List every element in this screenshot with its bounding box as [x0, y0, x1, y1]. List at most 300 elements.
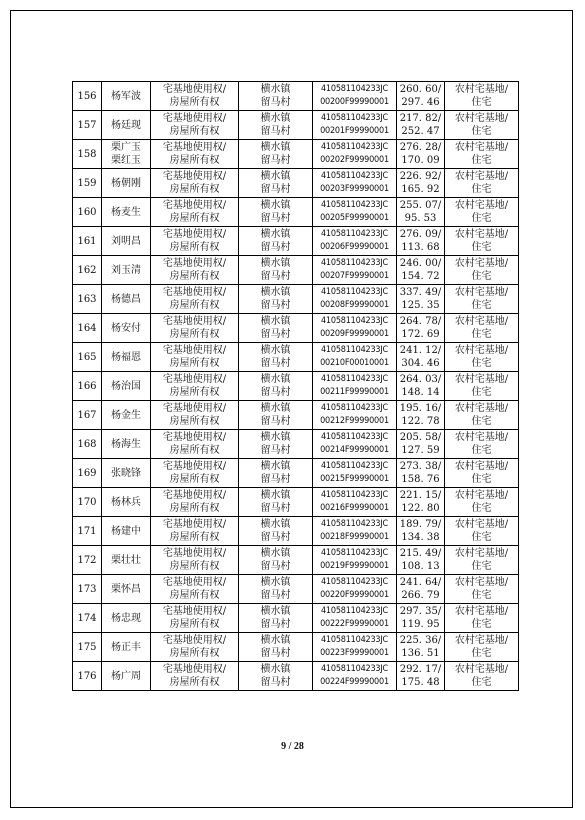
land-use-line: 农村宅基地/	[454, 229, 509, 240]
land-use-cell	[445, 372, 519, 401]
location-cell	[239, 546, 313, 575]
right-type-cell	[151, 169, 239, 198]
row-number-cell: 173	[73, 575, 102, 604]
land-use-line: 农村宅基地/	[454, 171, 509, 182]
location-cell	[239, 314, 313, 343]
location-line: 留马村	[260, 97, 291, 108]
area-line: 276. 09/	[399, 229, 442, 240]
owner-name-line: 栗红玉	[111, 155, 141, 166]
land-use-cell	[445, 517, 519, 546]
area-cell	[397, 256, 445, 285]
area-cell	[397, 488, 445, 517]
right-type-line: 宅基地使用权/	[162, 519, 227, 530]
right-type-cell	[151, 140, 239, 169]
location-line: 横水镇	[260, 142, 291, 153]
right-type-line: 房屋所有权	[169, 648, 220, 659]
owner-name-cell: 杨建中	[102, 517, 151, 546]
unit-code-cell	[313, 198, 397, 227]
unit-code-line: 410581104233JC	[320, 287, 389, 297]
land-use-line: 农村宅基地/	[454, 635, 509, 646]
table-row	[73, 314, 519, 343]
land-use-cell	[445, 169, 519, 198]
area-line: 175. 48	[401, 677, 440, 688]
land-use-line: 农村宅基地/	[454, 519, 509, 530]
table-row	[73, 575, 519, 604]
row-number-cell: 172	[73, 546, 102, 575]
right-type-line: 宅基地使用权/	[162, 258, 227, 269]
area-line: 108. 13	[401, 561, 440, 572]
right-type-cell	[151, 430, 239, 459]
unit-code-cell	[313, 82, 397, 111]
owner-name-cell: 栗壮壮	[102, 546, 151, 575]
right-type-line: 宅基地使用权/	[162, 84, 227, 95]
area-line: 226. 92/	[399, 171, 442, 182]
land-use-line: 农村宅基地/	[454, 142, 509, 153]
right-type-line: 房屋所有权	[169, 619, 220, 630]
area-line: 337. 49/	[399, 287, 442, 298]
location-line: 留马村	[260, 416, 291, 427]
owner-name-cell: 刘玉清	[102, 256, 151, 285]
right-type-cell	[151, 662, 239, 691]
area-line: 127. 59	[401, 445, 440, 456]
right-type-line: 房屋所有权	[169, 503, 220, 514]
location-line: 留马村	[260, 242, 291, 253]
location-line: 横水镇	[260, 664, 291, 675]
land-use-cell	[445, 111, 519, 140]
unit-code-cell	[313, 314, 397, 343]
area-cell	[397, 662, 445, 691]
unit-code-line: 00200F99990001	[320, 97, 389, 107]
table-row	[73, 285, 519, 314]
location-cell	[239, 343, 313, 372]
land-use-cell	[445, 633, 519, 662]
unit-code-cell	[313, 633, 397, 662]
land-use-line: 住宅	[471, 329, 492, 340]
table-row	[73, 227, 519, 256]
land-use-cell	[445, 285, 519, 314]
table-row	[73, 604, 519, 633]
unit-code-line: 410581104233JC	[320, 316, 389, 326]
right-type-line: 宅基地使用权/	[162, 432, 227, 443]
area-cell	[397, 459, 445, 488]
row-number-cell: 176	[73, 662, 102, 691]
land-use-line: 住宅	[471, 300, 492, 311]
right-type-line: 房屋所有权	[169, 532, 220, 543]
area-cell	[397, 227, 445, 256]
location-line: 横水镇	[260, 84, 291, 95]
location-line: 横水镇	[260, 287, 291, 298]
owner-name-cell: 杨朝刚	[102, 169, 151, 198]
unit-code-line: 410581104233JC	[320, 519, 389, 529]
land-use-line: 住宅	[471, 416, 492, 427]
owner-name-cell: 杨福恩	[102, 343, 151, 372]
owner-name-cell: 杨金生	[102, 401, 151, 430]
unit-code-line: 00205F99990001	[320, 213, 389, 223]
right-type-line: 房屋所有权	[169, 416, 220, 427]
location-cell	[239, 227, 313, 256]
unit-code-line: 410581104233JC	[320, 635, 389, 645]
land-use-line: 农村宅基地/	[454, 345, 509, 356]
land-use-line: 住宅	[471, 126, 492, 137]
area-line: 255. 07/	[399, 200, 442, 211]
area-line: 225. 36/	[399, 635, 442, 646]
land-use-line: 住宅	[471, 561, 492, 572]
unit-code-cell	[313, 285, 397, 314]
location-cell	[239, 285, 313, 314]
row-number-cell: 165	[73, 343, 102, 372]
right-type-cell	[151, 604, 239, 633]
area-line: 95. 53	[404, 213, 437, 224]
location-line: 横水镇	[260, 113, 291, 124]
unit-code-line: 410581104233JC	[320, 142, 389, 152]
location-line: 留马村	[260, 619, 291, 630]
unit-code-cell	[313, 111, 397, 140]
row-number-cell: 159	[73, 169, 102, 198]
unit-code-cell	[313, 140, 397, 169]
right-type-cell	[151, 633, 239, 662]
location-line: 留马村	[260, 503, 291, 514]
table-row	[73, 169, 519, 198]
unit-code-line: 410581104233JC	[320, 113, 389, 123]
location-cell	[239, 372, 313, 401]
table-row	[73, 401, 519, 430]
unit-code-line: 410581104233JC	[320, 432, 389, 442]
area-line: 215. 49/	[399, 548, 442, 559]
location-line: 留马村	[260, 271, 291, 282]
unit-code-line: 00220F99990001	[320, 590, 389, 600]
location-cell	[239, 430, 313, 459]
right-type-line: 房屋所有权	[169, 97, 220, 108]
owner-name-cell: 杨廷现	[102, 111, 151, 140]
row-number-cell: 164	[73, 314, 102, 343]
location-cell	[239, 488, 313, 517]
location-line: 横水镇	[260, 635, 291, 646]
location-line: 横水镇	[260, 519, 291, 530]
land-use-line: 住宅	[471, 445, 492, 456]
right-type-line: 房屋所有权	[169, 126, 220, 137]
area-cell	[397, 633, 445, 662]
land-use-line: 农村宅基地/	[454, 461, 509, 472]
area-line: 122. 80	[401, 503, 440, 514]
area-line: 154. 72	[401, 271, 440, 282]
area-line: 122. 78	[401, 416, 440, 427]
right-type-cell	[151, 372, 239, 401]
land-use-cell	[445, 488, 519, 517]
right-type-cell	[151, 314, 239, 343]
area-line: 264. 03/	[399, 374, 442, 385]
unit-code-line: 00211F99990001	[320, 387, 389, 397]
unit-code-line: 00209F99990001	[320, 329, 389, 339]
area-cell	[397, 430, 445, 459]
owner-name-cell: 杨德昌	[102, 285, 151, 314]
area-line: 170. 09	[401, 155, 440, 166]
unit-code-cell	[313, 575, 397, 604]
unit-code-line: 00214F99990001	[320, 445, 389, 455]
right-type-line: 宅基地使用权/	[162, 287, 227, 298]
area-line: 297. 35/	[399, 606, 442, 617]
right-type-cell	[151, 517, 239, 546]
area-cell	[397, 343, 445, 372]
land-use-line: 住宅	[471, 184, 492, 195]
area-line: 136. 51	[401, 648, 440, 659]
area-line: 304. 46	[401, 358, 440, 369]
row-number-cell: 156	[73, 82, 102, 111]
location-cell	[239, 169, 313, 198]
land-use-line: 住宅	[471, 677, 492, 688]
area-line: 241. 12/	[399, 345, 442, 356]
location-line: 留马村	[260, 358, 291, 369]
area-cell	[397, 604, 445, 633]
registration-table	[72, 81, 519, 691]
land-use-line: 农村宅基地/	[454, 490, 509, 501]
row-number-cell: 169	[73, 459, 102, 488]
table-row	[73, 82, 519, 111]
location-line: 横水镇	[260, 229, 291, 240]
unit-code-line: 00215F99990001	[320, 474, 389, 484]
land-use-line: 农村宅基地/	[454, 548, 509, 559]
right-type-line: 宅基地使用权/	[162, 490, 227, 501]
unit-code-cell	[313, 459, 397, 488]
land-use-line: 住宅	[471, 503, 492, 514]
owner-name-cell: 杨海生	[102, 430, 151, 459]
right-type-line: 房屋所有权	[169, 184, 220, 195]
land-use-line: 住宅	[471, 532, 492, 543]
row-number-cell: 167	[73, 401, 102, 430]
land-use-cell	[445, 314, 519, 343]
right-type-cell	[151, 198, 239, 227]
location-cell	[239, 604, 313, 633]
area-line: 119. 95	[401, 619, 440, 630]
land-use-line: 住宅	[471, 590, 492, 601]
table-row	[73, 372, 519, 401]
area-line: 113. 68	[401, 242, 440, 253]
unit-code-line: 00202F99990001	[320, 155, 389, 165]
right-type-line: 宅基地使用权/	[162, 200, 227, 211]
area-line: 264. 78/	[399, 316, 442, 327]
table-row	[73, 546, 519, 575]
unit-code-cell	[313, 227, 397, 256]
location-cell	[239, 198, 313, 227]
right-type-line: 房屋所有权	[169, 329, 220, 340]
right-type-line: 宅基地使用权/	[162, 664, 227, 675]
right-type-line: 房屋所有权	[169, 271, 220, 282]
land-use-cell	[445, 140, 519, 169]
location-cell	[239, 111, 313, 140]
location-line: 横水镇	[260, 548, 291, 559]
unit-code-line: 410581104233JC	[320, 664, 389, 674]
location-cell	[239, 459, 313, 488]
location-line: 横水镇	[260, 171, 291, 182]
unit-code-line: 410581104233JC	[320, 548, 389, 558]
area-line: 205. 58/	[399, 432, 442, 443]
unit-code-line: 410581104233JC	[320, 84, 389, 94]
land-use-cell	[445, 343, 519, 372]
land-use-line: 农村宅基地/	[454, 316, 509, 327]
table-row	[73, 343, 519, 372]
right-type-line: 宅基地使用权/	[162, 229, 227, 240]
unit-code-line: 00216F99990001	[320, 503, 389, 513]
right-type-line: 宅基地使用权/	[162, 142, 227, 153]
right-type-line: 宅基地使用权/	[162, 403, 227, 414]
table-row	[73, 198, 519, 227]
row-number-cell: 158	[73, 140, 102, 169]
row-number-cell: 170	[73, 488, 102, 517]
area-cell	[397, 111, 445, 140]
location-line: 留马村	[260, 300, 291, 311]
unit-code-line: 00222F99990001	[320, 619, 389, 629]
unit-code-line: 00201F99990001	[320, 126, 389, 136]
area-line: 221. 15/	[399, 490, 442, 501]
land-use-line: 农村宅基地/	[454, 113, 509, 124]
unit-code-line: 410581104233JC	[320, 258, 389, 268]
row-number-cell: 161	[73, 227, 102, 256]
land-use-line: 住宅	[471, 271, 492, 282]
right-type-line: 宅基地使用权/	[162, 113, 227, 124]
location-cell	[239, 256, 313, 285]
land-use-cell	[445, 459, 519, 488]
table-row	[73, 662, 519, 691]
unit-code-cell	[313, 343, 397, 372]
right-type-line: 宅基地使用权/	[162, 606, 227, 617]
right-type-line: 宅基地使用权/	[162, 577, 227, 588]
location-line: 留马村	[260, 213, 291, 224]
area-cell	[397, 401, 445, 430]
location-cell	[239, 401, 313, 430]
right-type-line: 宅基地使用权/	[162, 171, 227, 182]
right-type-line: 房屋所有权	[169, 445, 220, 456]
land-use-line: 住宅	[471, 213, 492, 224]
table-row	[73, 488, 519, 517]
location-line: 横水镇	[260, 316, 291, 327]
location-line: 横水镇	[260, 577, 291, 588]
area-line: 252. 47	[401, 126, 440, 137]
area-line: 148. 14	[401, 387, 440, 398]
unit-code-line: 410581104233JC	[320, 490, 389, 500]
right-type-cell	[151, 575, 239, 604]
row-number-cell: 168	[73, 430, 102, 459]
row-number-cell: 171	[73, 517, 102, 546]
owner-name-cell: 栗怀昌	[102, 575, 151, 604]
unit-code-line: 410581104233JC	[320, 461, 389, 471]
right-type-cell	[151, 459, 239, 488]
owner-name-cell: 张晓锋	[102, 459, 151, 488]
location-cell	[239, 633, 313, 662]
area-cell	[397, 546, 445, 575]
area-line: 125. 35	[401, 300, 440, 311]
table-body	[73, 82, 519, 691]
area-cell	[397, 198, 445, 227]
right-type-cell	[151, 488, 239, 517]
land-use-line: 住宅	[471, 474, 492, 485]
land-use-line: 住宅	[471, 97, 492, 108]
land-use-line: 农村宅基地/	[454, 374, 509, 385]
right-type-cell	[151, 343, 239, 372]
unit-code-line: 410581104233JC	[320, 345, 389, 355]
unit-code-line: 00212F99990001	[320, 416, 389, 426]
area-cell	[397, 140, 445, 169]
location-line: 留马村	[260, 648, 291, 659]
location-line: 留马村	[260, 590, 291, 601]
right-type-line: 宅基地使用权/	[162, 548, 227, 559]
area-cell	[397, 575, 445, 604]
land-use-cell	[445, 82, 519, 111]
area-line: 276. 28/	[399, 142, 442, 153]
land-use-cell	[445, 227, 519, 256]
unit-code-line: 00206F99990001	[320, 242, 389, 252]
right-type-line: 房屋所有权	[169, 590, 220, 601]
unit-code-line: 00219F99990001	[320, 561, 389, 571]
right-type-cell	[151, 256, 239, 285]
owner-name-cell: 刘明昌	[102, 227, 151, 256]
right-type-line: 宅基地使用权/	[162, 345, 227, 356]
area-cell	[397, 285, 445, 314]
right-type-cell	[151, 546, 239, 575]
unit-code-line: 00210F00010001	[320, 358, 389, 368]
unit-code-cell	[313, 604, 397, 633]
land-use-line: 农村宅基地/	[454, 287, 509, 298]
unit-code-cell	[313, 256, 397, 285]
unit-code-line: 410581104233JC	[320, 403, 389, 413]
right-type-line: 宅基地使用权/	[162, 374, 227, 385]
location-line: 留马村	[260, 184, 291, 195]
area-line: 273. 38/	[399, 461, 442, 472]
land-use-line: 住宅	[471, 648, 492, 659]
location-cell	[239, 82, 313, 111]
area-line: 189. 79/	[399, 519, 442, 530]
unit-code-line: 00218F99990001	[320, 532, 389, 542]
right-type-line: 房屋所有权	[169, 155, 220, 166]
right-type-line: 房屋所有权	[169, 242, 220, 253]
unit-code-line: 410581104233JC	[320, 577, 389, 587]
area-line: 172. 69	[401, 329, 440, 340]
land-use-cell	[445, 546, 519, 575]
land-use-line: 农村宅基地/	[454, 432, 509, 443]
location-line: 留马村	[260, 532, 291, 543]
land-use-line: 住宅	[471, 242, 492, 253]
area-line: 158. 76	[401, 474, 440, 485]
land-use-line: 农村宅基地/	[454, 403, 509, 414]
area-cell	[397, 314, 445, 343]
land-use-line: 住宅	[471, 387, 492, 398]
right-type-line: 宅基地使用权/	[162, 635, 227, 646]
area-line: 297. 46	[401, 97, 440, 108]
location-line: 横水镇	[260, 374, 291, 385]
area-cell	[397, 169, 445, 198]
unit-code-line: 00223F99990001	[320, 648, 389, 658]
location-line: 横水镇	[260, 258, 291, 269]
location-line: 留马村	[260, 387, 291, 398]
right-type-line: 宅基地使用权/	[162, 316, 227, 327]
area-line: 246. 00/	[399, 258, 442, 269]
location-line: 横水镇	[260, 200, 291, 211]
land-use-cell	[445, 604, 519, 633]
page-number: 9 / 28	[281, 741, 304, 752]
owner-name-cell: 杨林兵	[102, 488, 151, 517]
location-line: 留马村	[260, 677, 291, 688]
owner-name-cell: 杨忠现	[102, 604, 151, 633]
right-type-line: 房屋所有权	[169, 358, 220, 369]
area-line: 165. 92	[401, 184, 440, 195]
area-cell	[397, 517, 445, 546]
row-number-cell: 160	[73, 198, 102, 227]
row-number-cell: 166	[73, 372, 102, 401]
unit-code-line: 410581104233JC	[320, 200, 389, 210]
right-type-line: 房屋所有权	[169, 387, 220, 398]
row-number-cell: 162	[73, 256, 102, 285]
owner-name-cell: 杨广周	[102, 662, 151, 691]
owner-name-cell: 杨正丰	[102, 633, 151, 662]
unit-code-cell	[313, 401, 397, 430]
